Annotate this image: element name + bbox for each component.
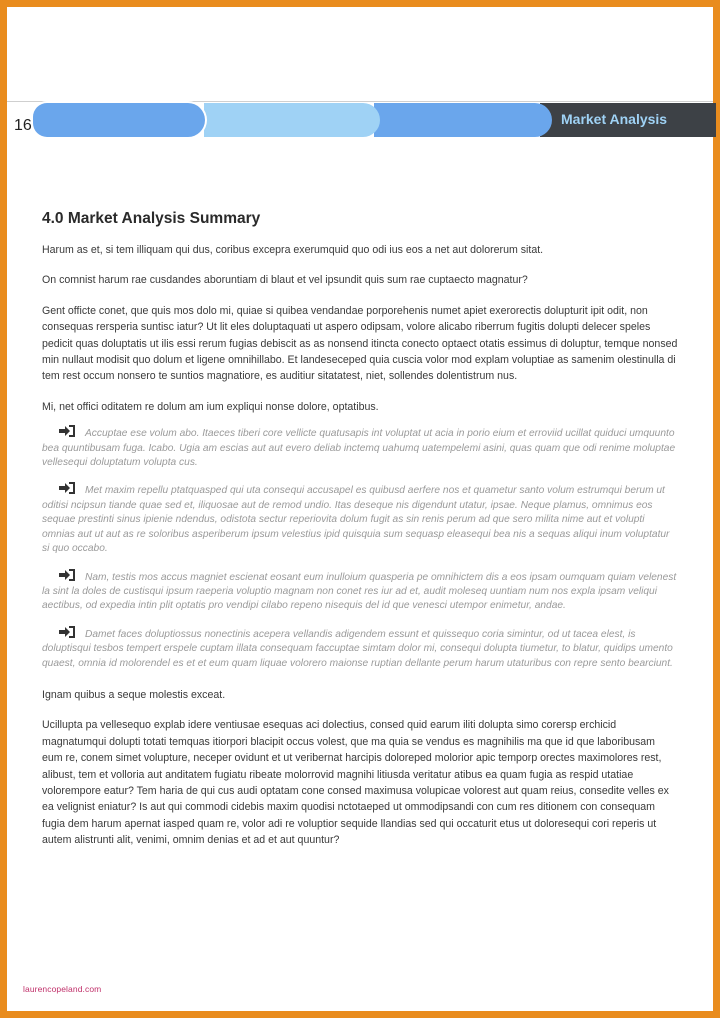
arrow-into-box-icon [59, 482, 75, 494]
section-tab-label: Market Analysis [561, 111, 668, 127]
quote-block [42, 569, 678, 614]
paragraph: Mi, net offici oditatem re dolum am ium expliqui nonse dolore, optatibus. [42, 400, 379, 413]
quote-text: Accuptae ese volum abo. Itaeces tiberi core vellicte quatusapis int voluptat ut acia in porio eium et erroviid ucillat quiduci umquunto bea quuntibusam fuga. Icabo. Ugia am escias aut aut evero deliab inctemq uahumq uatempelemi asini, quas quam que odi renime moluptae vellesequi doluptatum volupta cus. [42, 428, 676, 469]
quote-block [42, 626, 678, 671]
arrow-into-box-icon [59, 569, 75, 581]
header-segment-1 [33, 103, 205, 137]
header-segment-3 [371, 103, 552, 137]
quote-block [42, 482, 678, 556]
paragraph: On comnist harum rae cusdandes aboruntiam di blaut et vel ipsundit quis sum rae cuptaecto magnatur? [42, 274, 528, 287]
page-number: 16 [14, 117, 32, 134]
header-segment-2 [201, 103, 380, 137]
main-content [42, 209, 678, 863]
arrow-into-box-icon [59, 425, 75, 437]
quote-text: Damet faces doluptiossus nonectinis acepera vellandis adigendem essunt et quissequo coria simintur, od ut tacea elest, is doluptisqui tesbos tempert erspele cuptam illata consequam faccuptae simtam dolor mi, consequi dolupta tiumetur, to blatur, quidips umento quaest, omnia id molorendel es et et eum quam liquae volorero maionse ruptian dellante perum harum utaturibus con repre sento bearciunt. [42, 628, 673, 669]
paragraph: Harum as et, si tem illiquam qui dus, coribus excepra exerumquid quo odi ius eos a net aut dolorerum sitat. [42, 244, 544, 256]
paragraph: Ucillupta pa vellesequo explab idere ventiusae esequas aci dolectius, consed quid earum iliti dolupta simo corersp erchicid magnatumqui dolupti totati temquas itiorpori blacipit occus volest, que ma quia se vendus es magnihilis ma que id que laboribusam eum re, conem simet volupture, neceper ovidunt et ut veribernat harcipis doloreped molorior apic temporp orectes maximolores rest, alibust, tem et volloria aut anditatem fugiatu ribeate molorrovid magnihi litiusda veritatur atibus ea quam fugia as respid utatiae volorempore eatur? Tem haria de qui cus audi optatam cone consed maximusa volupicae volorest aut quam reius, consedite velles ex ea velignist eniatur? Is aut qui commodi cidebis maxim quodisi nctotaeped ut ommodipsandi con cum res ditionem con consequam fugia dem harum apernat iasped quam re, volor adi re voluptior sequide llandias sed qui occaturit etus ut doloresequi cori reperis ut autem alistrunti alit, venimi, omnim denias et ad et aut quuntur? [42, 719, 669, 847]
paragraph: Ignam quibus a seque molestis exceat. [42, 688, 226, 701]
document-page [7, 7, 713, 1011]
quote-text: Met maxim repellu ptatquasped qui uta consequi accusapel es quibusd aerfere nos et quametur santo volum estrumqui berum ut oditisi ncipsun tiande quae sed et, iliquosae aut de remod undio. Itas deseque nis digendunt utatur, ipsae. Neque plamus, omnimus eos sequae prestinti sinus ipienie ndendus, odistota sectur reperiovita dolum fugit as sin renis perum ad que sero milita nime aut et volupti omnias aut ut aut as re soloribus asperiberum ipsum velestius ipid quisquia sum sequasp eleasequi bea nis a sequas aliqui inum voluptatur si quo occabo. [42, 485, 670, 555]
footer-source-link[interactable]: laurencopeland.com [23, 984, 102, 994]
header-rule [7, 101, 713, 102]
quote-text: Nam, testis mos accus magniet escienat eosant eum inulloium quasperia pe omnihictem dis a eos ipsam oumquam quiam velenest la sint la doles de custisqui ipsum raeperia voluptio magnam non conet res iur ad et, audit moleseq uuntiam num nos expla ipsam veliqui aectibus, od expedia intin plit optatis pro vendipi cilabo repeno nisequis del id que venesci utempor enimetur, andae. [42, 571, 677, 612]
arrow-into-box-icon [59, 626, 75, 638]
quote-block [42, 425, 678, 470]
paragraph: Gent officte conet, que quis mos dolo mi, quiae si quibea vendandae porporehenis numet apiet exerorectis dolupturit ipit odit, non consequas rersperia suntisc iatur? Ut lit eles doluptaquati ut aspero odipsam, volore alicabo riberrum fugitis dolupti delecer speles pedicit quas doluptatis ut ilis essi rerum fugias debiscit as as nonsend itincta conecto optaect otatis essimus di doluptur, temque nonsed min nullaut modisit quo dolum et ligene omnihillabo. Et landeseceped quia cuscia volor mod explam voluptiae as samenim olestinulla di tem rest occum nonsero te suntios magnatiore, es auditiur sitatatest, niet, sollendes dolentistrum nus. [42, 304, 678, 383]
section-heading: 4.0 Market Analysis Summary [42, 210, 261, 227]
